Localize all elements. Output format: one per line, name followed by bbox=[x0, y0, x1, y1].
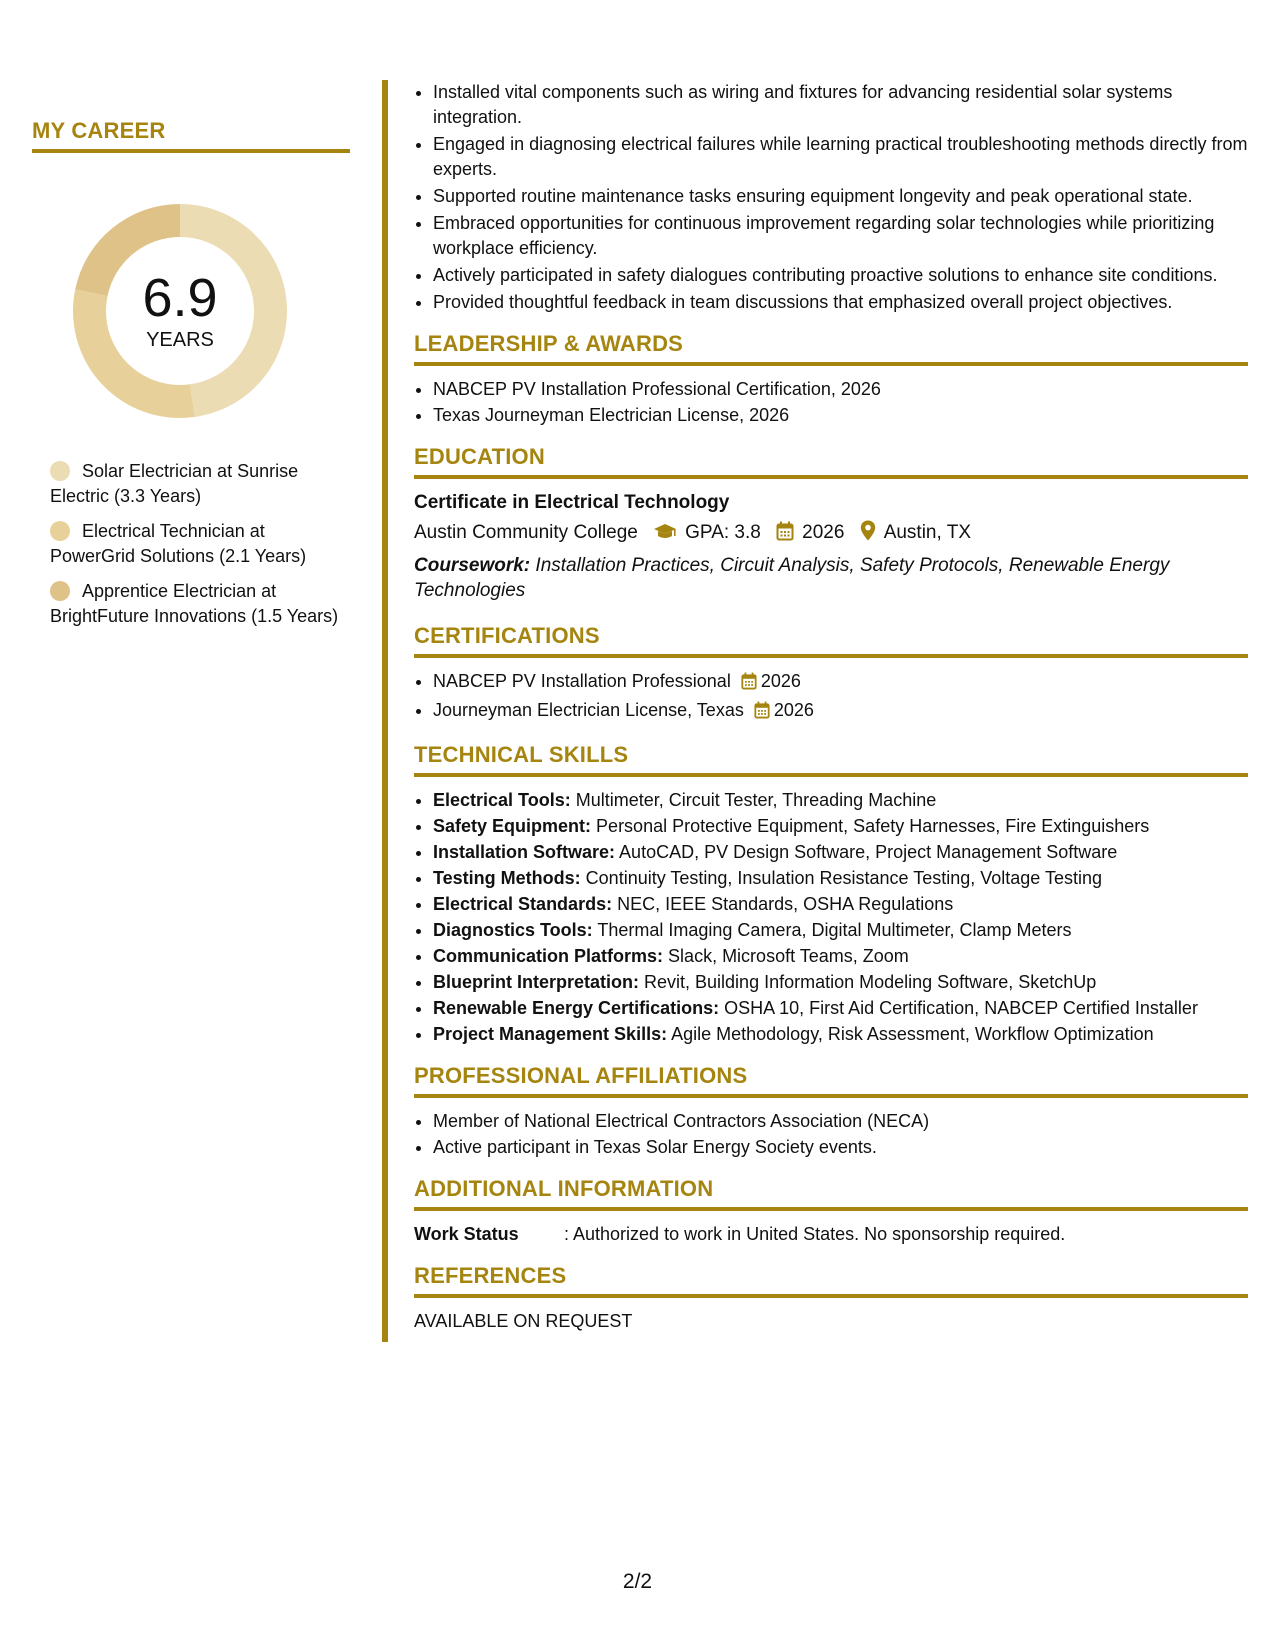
skill-item bbox=[433, 892, 1248, 917]
skills-title: TECHNICAL SKILLS bbox=[414, 742, 1248, 777]
leadership-section bbox=[414, 331, 1248, 428]
experience-bullets bbox=[414, 80, 1248, 315]
total-years-unit: YEARS bbox=[146, 329, 214, 351]
experience-bullet: • Provided thoughtful feedback in team discussions that emphasized overall project objectives. bbox=[433, 290, 1248, 315]
skill-label: Electrical Tools: bbox=[433, 790, 571, 810]
experience-bullet: • Engaged in diagnosing electrical failures while learning practical troubleshooting methods directly from experts. bbox=[433, 132, 1248, 182]
affiliation-item: • Active participant in Texas Solar Energy Society events. bbox=[433, 1135, 1248, 1160]
legend-item bbox=[50, 519, 350, 569]
additional-info-section bbox=[414, 1176, 1248, 1247]
skill-label: Communication Platforms: bbox=[433, 946, 664, 966]
certification-name: NABCEP PV Installation Professional bbox=[433, 671, 731, 691]
education-coursework bbox=[414, 553, 1248, 603]
education-details bbox=[414, 518, 1248, 551]
affiliations-section bbox=[414, 1063, 1248, 1160]
skill-value: NEC, IEEE Standards, OSHA Regulations bbox=[617, 894, 954, 914]
certification-year: 2026 bbox=[760, 671, 801, 691]
page-number: 2/2 bbox=[622, 1570, 653, 1593]
skills-list bbox=[414, 788, 1248, 1047]
skill-value: OSHA 10, First Aid Certification, NABCEP Certified Installer bbox=[724, 998, 1198, 1018]
skill-value: Slack, Microsoft Teams, Zoom bbox=[668, 946, 909, 966]
career-donut-chart bbox=[66, 197, 294, 425]
skill-value: AutoCAD, PV Design Software, Project Management Software bbox=[619, 842, 1118, 862]
legend-item bbox=[50, 459, 350, 509]
legend-label: Solar Electrician at Sunrise Electric (3.3 Years) bbox=[50, 461, 299, 506]
skill-item bbox=[433, 866, 1248, 891]
affiliation-item: • Member of National Electrical Contractors Association (NECA) bbox=[433, 1109, 1248, 1134]
references-section bbox=[414, 1263, 1248, 1334]
leadership-list bbox=[414, 377, 1248, 428]
skill-item bbox=[433, 840, 1248, 865]
skills-section bbox=[414, 742, 1248, 1047]
education-title: EDUCATION bbox=[414, 444, 1248, 479]
education-section bbox=[414, 444, 1248, 603]
certifications-title: CERTIFICATIONS bbox=[414, 623, 1248, 658]
education-location: Austin, TX bbox=[883, 522, 971, 543]
legend-swatch bbox=[50, 581, 70, 601]
skill-value: Revit, Building Information Modeling Software, SketchUp bbox=[644, 972, 1097, 992]
work-status-label: Work Status bbox=[414, 1224, 519, 1244]
legend-swatch bbox=[50, 461, 70, 481]
experience-bullet: • Embraced opportunities for continuous improvement regarding solar technologies while prioritizing workplace efficiency. bbox=[433, 211, 1248, 261]
references-title: REFERENCES bbox=[414, 1263, 1248, 1298]
skill-label: Blueprint Interpretation: bbox=[433, 972, 639, 992]
skill-label: Safety Equipment: bbox=[433, 816, 592, 836]
experience-bullet: • Actively participated in safety dialogues contributing proactive solutions to enhance site conditions. bbox=[433, 263, 1248, 288]
career-sidebar bbox=[32, 118, 350, 639]
skill-label: Renewable Energy Certifications: bbox=[433, 998, 720, 1018]
donut-center bbox=[66, 197, 294, 425]
skill-item bbox=[433, 1022, 1248, 1047]
education-school: Austin Community College bbox=[414, 522, 638, 543]
skill-item bbox=[433, 970, 1248, 995]
skill-value: Personal Protective Equipment, Safety Harnesses, Fire Extinguishers bbox=[596, 816, 1150, 836]
certification-name: Journeyman Electrician License, Texas bbox=[433, 700, 744, 720]
education-degree: Certificate in Electrical Technology bbox=[414, 492, 730, 513]
calendar-icon bbox=[741, 672, 757, 697]
certification-year: 2026 bbox=[773, 700, 814, 720]
leadership-title: LEADERSHIP & AWARDS bbox=[414, 331, 1248, 366]
education-year: 2026 bbox=[802, 522, 845, 543]
certifications-section bbox=[414, 623, 1248, 726]
skill-label: Installation Software: bbox=[433, 842, 616, 862]
career-legend bbox=[32, 459, 350, 629]
coursework-label: Coursework: bbox=[414, 555, 531, 576]
leadership-item: • NABCEP PV Installation Professional Certification, 2026 bbox=[433, 377, 1248, 402]
total-years-value: 6.9 bbox=[142, 268, 218, 328]
location-pin-icon bbox=[860, 520, 876, 551]
skill-item bbox=[433, 918, 1248, 943]
certifications-list bbox=[414, 669, 1248, 726]
coursework-list: Installation Practices, Circuit Analysis, Safety Protocols, Renewable Energy Technologies bbox=[414, 555, 1170, 601]
main-content bbox=[414, 80, 1248, 1334]
work-status-value: : Authorized to work in United States. No sponsorship required. bbox=[564, 1224, 1066, 1244]
column-divider bbox=[382, 80, 388, 1342]
skill-value: Thermal Imaging Camera, Digital Multimeter, Clamp Meters bbox=[597, 920, 1072, 940]
skill-value: Continuity Testing, Insulation Resistance Testing, Voltage Testing bbox=[585, 868, 1102, 888]
skill-item bbox=[433, 996, 1248, 1021]
legend-swatch bbox=[50, 521, 70, 541]
legend-item bbox=[50, 579, 350, 629]
skill-value: Agile Methodology, Risk Assessment, Workflow Optimization bbox=[671, 1024, 1154, 1044]
experience-bullet: • Installed vital components such as wiring and fixtures for advancing residential solar systems integration. bbox=[433, 80, 1248, 130]
certification-item bbox=[433, 669, 1248, 697]
legend-label: Apprentice Electrician at BrightFuture Innovations (1.5 Years) bbox=[50, 581, 339, 626]
career-title: MY CAREER bbox=[32, 118, 350, 153]
skill-value: Multimeter, Circuit Tester, Threading Machine bbox=[575, 790, 937, 810]
skill-label: Testing Methods: bbox=[433, 868, 581, 888]
calendar-icon bbox=[754, 701, 770, 726]
skill-item bbox=[433, 814, 1248, 839]
calendar-icon bbox=[776, 521, 794, 551]
work-status-row bbox=[414, 1222, 1248, 1247]
affiliations-title: PROFESSIONAL AFFILIATIONS bbox=[414, 1063, 1248, 1098]
experience-bullet: • Supported routine maintenance tasks ensuring equipment longevity and peak operational state. bbox=[433, 184, 1248, 209]
skill-label: Diagnostics Tools: bbox=[433, 920, 593, 940]
additional-info-title: ADDITIONAL INFORMATION bbox=[414, 1176, 1248, 1211]
graduation-cap-icon bbox=[653, 521, 677, 551]
legend-label: Electrical Technician at PowerGrid Solutions (2.1 Years) bbox=[50, 521, 307, 566]
certification-item bbox=[433, 698, 1248, 726]
references-text: AVAILABLE ON REQUEST bbox=[414, 1311, 633, 1331]
skill-label: Electrical Standards: bbox=[433, 894, 613, 914]
skill-item bbox=[433, 788, 1248, 813]
skill-label: Project Management Skills: bbox=[433, 1024, 668, 1044]
skill-item bbox=[433, 944, 1248, 969]
affiliations-list bbox=[414, 1109, 1248, 1160]
education-gpa: GPA: 3.8 bbox=[685, 522, 761, 543]
leadership-item: • Texas Journeyman Electrician License, 2026 bbox=[433, 403, 1248, 428]
